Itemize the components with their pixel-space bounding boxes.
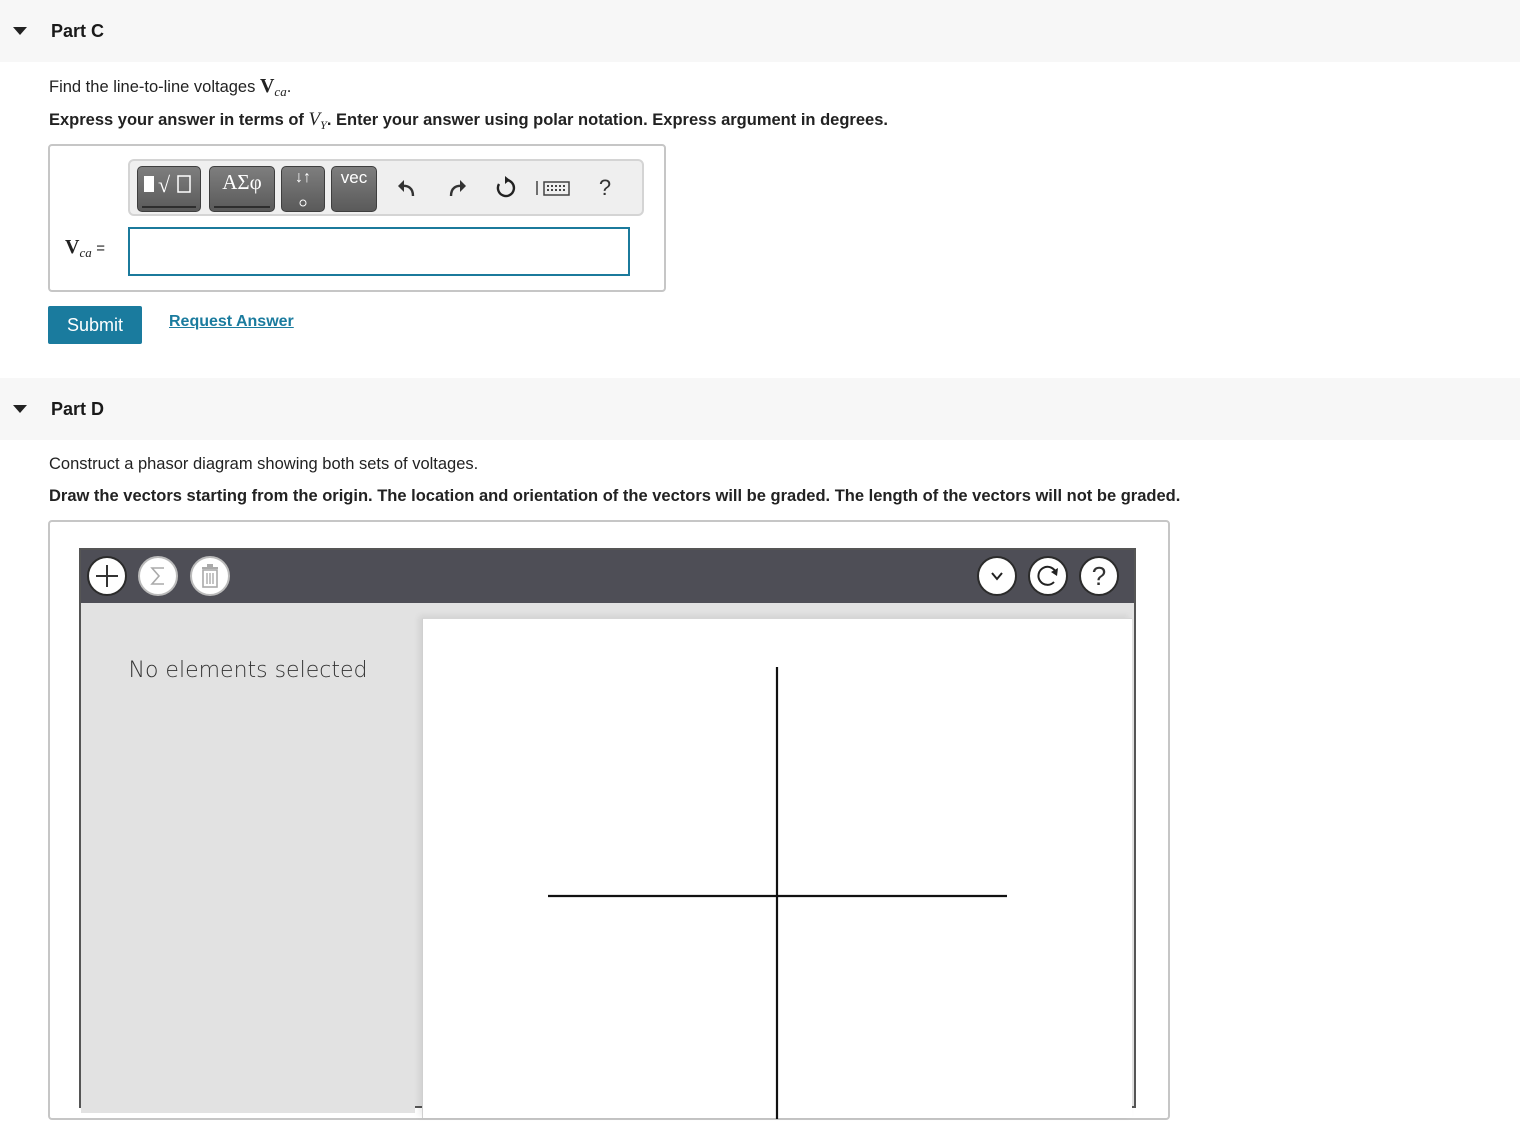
math-toolbar — [128, 159, 644, 216]
sum-button[interactable] — [138, 556, 178, 596]
part-c-instruction — [49, 109, 888, 131]
equals-sign: = — [96, 240, 105, 257]
answer-sub: ca — [79, 245, 92, 260]
trash-icon — [199, 563, 221, 589]
request-answer-link[interactable]: Request Answer — [169, 313, 294, 330]
greek-letters-button[interactable] — [209, 166, 275, 212]
greek-label: ΑΣφ — [222, 170, 262, 194]
instruction-var: V — [308, 109, 321, 130]
instruction-text: Express your answer in terms of — [49, 111, 304, 129]
instruction-suffix: . Enter your answer using polar notation. Express argument in degrees. — [326, 111, 888, 129]
vec-label: vec — [340, 168, 368, 187]
delete-button[interactable] — [190, 556, 230, 596]
part-d-title: Part D — [51, 398, 105, 419]
reset-drawing-button[interactable] — [1028, 556, 1068, 596]
question-var: V — [259, 75, 275, 97]
drawing-canvas[interactable] — [422, 618, 1132, 1118]
part-c-question — [49, 75, 291, 98]
drawing-toolbar — [81, 550, 1134, 603]
drawing-tool — [79, 548, 1136, 1108]
part-d-instruction: Draw the vectors starting from the origin. The location and orientation of the vectors will be graded. The length of the vectors will not be graded. — [49, 487, 1181, 505]
instruction-sub: Y — [320, 118, 327, 132]
arrows-button[interactable] — [281, 166, 325, 212]
plus-icon — [94, 563, 120, 589]
reset-icon — [494, 176, 518, 200]
templates-icon — [138, 167, 200, 203]
part-d-header[interactable] — [0, 378, 1520, 440]
templates-button[interactable] — [137, 166, 201, 212]
answer-var: V — [65, 236, 80, 258]
button-underline — [214, 206, 270, 208]
help-button[interactable]: ? — [598, 175, 612, 200]
dropdown-button[interactable] — [977, 556, 1017, 596]
question-suffix: . — [286, 78, 292, 96]
properties-panel — [81, 603, 415, 1113]
question-sub: ca — [274, 84, 287, 99]
arrows-label: ↓↑ — [295, 169, 311, 186]
svg-text:√: √ — [158, 172, 171, 197]
answer-box — [48, 144, 666, 292]
reset-button[interactable] — [491, 173, 521, 203]
question-text: Find the line-to-line voltages — [49, 78, 256, 96]
degree-icon — [298, 198, 308, 208]
button-underline — [142, 206, 196, 208]
axes — [423, 619, 1133, 1119]
undo-icon — [396, 177, 418, 199]
chevron-down-icon — [989, 568, 1005, 584]
vector-button[interactable] — [331, 166, 377, 212]
add-vector-button[interactable] — [87, 556, 127, 596]
drawing-help-button[interactable]: ? — [1079, 556, 1119, 596]
sigma-icon — [146, 564, 170, 588]
redo-button[interactable] — [442, 173, 472, 203]
part-d-question: Construct a phasor diagram showing both sets of voltages. — [49, 455, 479, 473]
answer-input[interactable] — [128, 227, 630, 276]
collapse-caret-icon[interactable] — [13, 405, 27, 413]
no-elements-text: No elements selected — [128, 658, 368, 683]
keyboard-button[interactable] — [534, 173, 574, 203]
keyboard-icon — [535, 178, 573, 198]
collapse-caret-icon[interactable] — [13, 27, 27, 35]
redo-icon — [446, 177, 468, 199]
undo-button[interactable] — [392, 173, 422, 203]
part-c-header[interactable] — [0, 0, 1520, 62]
part-c-title: Part C — [51, 20, 105, 41]
submit-button[interactable]: Submit — [48, 306, 142, 344]
answer-label — [65, 236, 105, 259]
reset-icon — [1034, 562, 1062, 590]
drawing-tool-container — [48, 520, 1170, 1120]
